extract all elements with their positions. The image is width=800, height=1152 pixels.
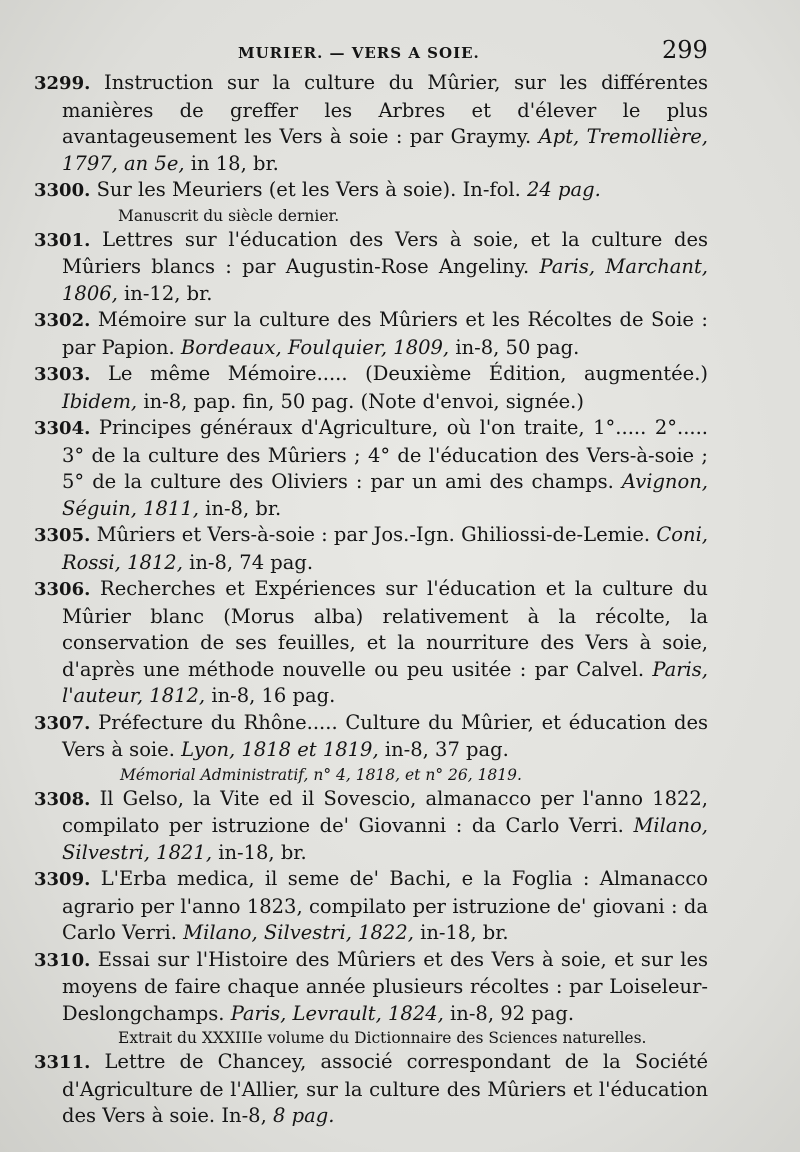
entry-number: 3302. <box>34 310 91 331</box>
entry-text: Mûriers et Vers-à-soie : par Jos.-Ign. Ghiliossi-de-Lemie. <box>96 523 651 546</box>
entry-imprint: 8 pag. <box>273 1104 335 1127</box>
bibliography-entry <box>34 1049 708 1130</box>
bibliography-entry <box>34 70 709 177</box>
bibliography-entry <box>34 361 708 415</box>
entry-number: 3299. <box>34 73 91 94</box>
entry-format: in-8, br. <box>205 496 282 520</box>
entry-text: Recherches et Expériences sur l'éducation et la culture du Mûrier blanc (Morus alba) relativement à la récolte, la conservation de ses feuilles, et la nourriture des Vers à soie, d'après une méthode nouvelle ou peu usitée : par Calvel. <box>62 577 708 681</box>
entry-number: 3309. <box>34 869 91 890</box>
entry-imprint: Paris, Marchant, 1806, <box>62 255 708 305</box>
entry-text: Préfecture du Rhône..... Culture du Mûrier, et éducation des Vers à soie. <box>62 710 708 761</box>
bibliography-entry <box>34 710 708 764</box>
entry-format: in-8, 50 pag. <box>455 335 580 359</box>
entry-imprint: Ibidem, <box>62 389 138 413</box>
entry-note: Extrait du XXXIIIe volume du Dictionnaire des Sciences naturelles. <box>118 1029 647 1047</box>
entry-format: in-8, 92 pag. <box>450 1001 575 1025</box>
entry-imprint: 24 pag. <box>527 178 601 201</box>
entry-number: 3308. <box>34 788 91 810</box>
bibliography-list <box>0 70 800 1130</box>
bibliography-entry <box>34 177 708 205</box>
entry-text: Essai sur l'Histoire des Mûriers et des Vers à soie, et sur les moyens de faire chaque année plusieurs récoltes : par Loiseleur-Deslongchamps. <box>62 947 708 1025</box>
entry-format: in-8, 16 pag. <box>211 684 336 707</box>
entry-imprint: Lyon, 1818 et 1819, <box>181 738 379 761</box>
entry-number: 3305. <box>34 525 91 546</box>
entry-imprint: Paris, Levrault, 1824, <box>230 1001 444 1025</box>
entry-text: Lettre de Chancey, associé correspondant de la Société d'Agriculture de l'Allier, sur la culture des Mûriers et l'éducation des Vers à soie. In-8, <box>62 1050 708 1127</box>
entry-imprint: Paris, l'auteur, 1812, <box>62 657 708 707</box>
entry-format: in-8, 74 pag. <box>189 550 314 574</box>
bibliography-entry <box>34 522 708 576</box>
entry-text: L'Erba medica, il seme de' Bachi, e la Foglia : Almanacco agrario per l'anno 1823, compilato per istruzione de' giovani : da Carlo Verri. <box>62 867 708 944</box>
running-head: MURIER. — VERS A SOIE. <box>238 44 480 62</box>
entry-imprint: Milano, Silvestri, 1821, <box>62 814 709 864</box>
entry-number: 3306. <box>34 579 91 600</box>
entry-format: in-18, br. <box>218 840 307 864</box>
bibliography-entry <box>34 307 708 361</box>
entry-imprint: Coni, Rossi, 1812, <box>62 523 708 574</box>
bibliography-entry <box>34 415 708 522</box>
page-number: 299 <box>662 36 708 64</box>
entry-text: Principes généraux d'Agriculture, où l'on traite, 1°..... 2°..... 3° de la culture des Mûriers ; 4° de l'éducation des Vers-à-soie ; 5° de la culture des Oliviers : par un ami des champs. <box>62 416 708 493</box>
entry-number: 3303. <box>34 364 91 385</box>
entry-imprint: Avignon, Séguin, 1811, <box>62 470 708 520</box>
entry-format: in-12, br. <box>124 281 213 305</box>
entry-imprint: Milano, Silvestri, 1822, <box>183 921 414 944</box>
entry-format: in-18, br. <box>420 921 509 944</box>
entry-text: Le même Mémoire..... (Deuxième Édition, augmentée.) <box>107 362 708 385</box>
entry-number: 3300. <box>34 180 91 201</box>
entry-imprint: Bordeaux, Foulquier, 1809, <box>180 335 450 359</box>
entry-number: 3310. <box>34 949 91 971</box>
entry-note: Mémorial Administratif, n° 4, 1818, et n° 26, 1819. <box>120 765 522 784</box>
entry-text: Instruction sur la culture du Mûrier, sur les différentes manières de greffer les Arbres et d'élever le plus avantageusement les Vers à soie : par Graymy. <box>62 71 708 148</box>
bibliography-entry <box>34 576 708 710</box>
entry-imprint: Apt, Tremollière, 1797, an 5e, <box>62 125 709 175</box>
bibliography-entry <box>34 227 709 308</box>
bibliography-entry <box>34 866 708 947</box>
entry-text: Mémoire sur la culture des Mûriers et les Récoltes de Soie : par Papion. <box>62 308 708 359</box>
entry-format: in-8, 37 pag. <box>384 738 509 761</box>
entry-number: 3304. <box>34 418 91 439</box>
entry-number: 3311. <box>34 1052 91 1073</box>
entry-format: in 18, br. <box>190 151 279 175</box>
entry-number: 3307. <box>34 712 91 734</box>
entry-text: Sur les Meuriers (et les Vers à soie). In-fol. <box>96 178 521 201</box>
bibliography-entry <box>34 786 709 867</box>
entry-format: in-8, pap. fin, 50 pag. (Note d'envoi, signée.) <box>143 389 584 413</box>
entry-text: Lettres sur l'éducation des Vers à soie, et la culture des Mûriers blancs : par Augustin-Rose Angeliny. <box>62 227 709 278</box>
entry-number: 3301. <box>34 229 91 251</box>
entry-text: Il Gelso, la Vite ed il Sovescio, almanacco per l'anno 1822, compilato per istruzione de' Giovanni : da Carlo Verri. <box>62 786 709 837</box>
entry-note: Manuscrit du siècle dernier. <box>118 206 340 225</box>
bibliography-entry <box>34 947 708 1028</box>
